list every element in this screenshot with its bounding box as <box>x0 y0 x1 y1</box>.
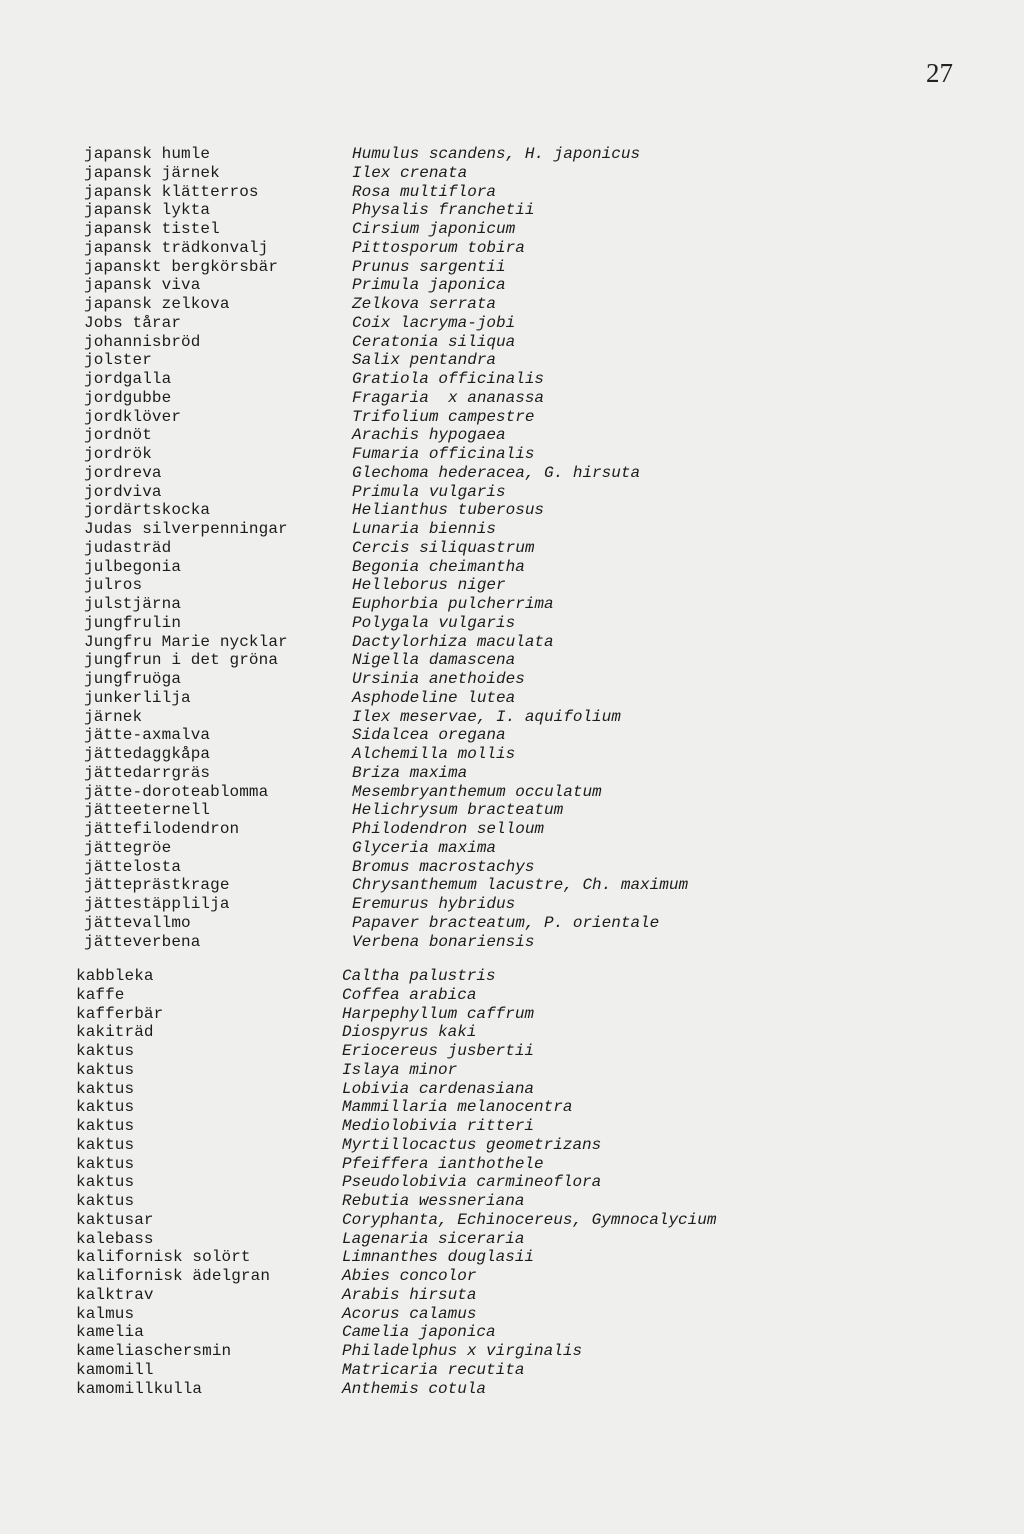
latin-name: Ursinia anethoides <box>352 670 525 688</box>
swedish-name: kaktus <box>76 1192 135 1210</box>
swedish-name: jungfrun i det gröna <box>84 651 279 670</box>
latin-name: Nigella damascena <box>352 651 516 670</box>
latin-name: Ilex meservae, I. aquifolium <box>352 707 621 726</box>
latin-name: Primula vulgaris <box>352 482 506 501</box>
swedish-name: jättedarrgräs <box>84 763 211 782</box>
latin-name: Islaya minor <box>342 1060 458 1079</box>
section-k <box>0 967 1024 1407</box>
latin-name: Primula japonica <box>352 276 506 295</box>
swedish-names-column <box>84 145 288 951</box>
swedish-name: kaktus <box>76 1135 135 1154</box>
latin-name: Fragaria x ananassa <box>352 388 545 407</box>
latin-name: Verbena bonariensis <box>352 932 535 951</box>
swedish-name: jättedaggkåpa <box>84 745 211 763</box>
swedish-name: järnek <box>84 707 143 726</box>
latin-name: Glechoma hederacea, G. hirsuta <box>352 463 641 482</box>
swedish-name: Jobs tårar <box>84 313 182 332</box>
swedish-name: japansk viva <box>84 276 201 295</box>
latin-name: Helianthus tuberosus <box>352 501 545 520</box>
swedish-name: jordreva <box>84 463 162 482</box>
swedish-name: japansk lykta <box>84 201 211 220</box>
latin-name: Coffea arabica <box>342 985 477 1004</box>
latin-name: Harpephyllum caffrum <box>342 1004 535 1023</box>
latin-name: Mesembryanthemum occulatum <box>352 782 602 801</box>
latin-name: Sidalcea oregana <box>352 726 506 745</box>
swedish-name: kalifornisk solört <box>76 1248 251 1267</box>
latin-name: Ilex crenata <box>352 163 468 182</box>
swedish-name: jungfrulin <box>84 613 182 632</box>
latin-name: Ceratonia siliqua <box>352 332 516 351</box>
latin-name: Zelkova serrata <box>352 295 497 313</box>
swedish-name: japansk tistel <box>84 220 220 238</box>
swedish-name: jordviva <box>84 482 162 501</box>
swedish-names-column <box>76 967 270 1398</box>
latin-name: Pseudolobivia carmineoflora <box>342 1173 602 1192</box>
latin-name: Alchemilla mollis <box>352 745 516 763</box>
latin-name: Eriocereus jusbertii <box>342 1042 535 1060</box>
latin-name: Philadelphus x virginalis <box>342 1342 583 1360</box>
latin-name: Acorus calamus <box>342 1304 477 1323</box>
latin-name: Polygala vulgaris <box>352 613 516 632</box>
swedish-name: jättelosta <box>84 857 182 876</box>
swedish-name: jordnöt <box>84 426 152 445</box>
latin-name: Coryphanta, Echinocereus, Gymnocalycium <box>342 1210 717 1229</box>
latin-name: Eremurus hybridus <box>352 895 516 913</box>
swedish-name: kamomill <box>76 1360 154 1379</box>
swedish-name: jättevallmo <box>84 913 191 932</box>
latin-names-column <box>342 967 716 1398</box>
swedish-name: jättegröe <box>84 838 172 857</box>
swedish-name: jätteprästkrage <box>84 876 230 895</box>
latin-name: Camelia japonica <box>342 1323 496 1342</box>
swedish-name: kaktus <box>76 1173 135 1192</box>
swedish-name: jättefilodendron <box>84 820 240 838</box>
latin-name: Myrtillocactus geometrizans <box>342 1135 602 1154</box>
swedish-name: japansk humle <box>84 145 211 163</box>
latin-name: Philodendron selloum <box>352 820 545 838</box>
swedish-name: kaktusar <box>76 1210 154 1229</box>
latin-name: Limnanthes douglasii <box>342 1248 535 1267</box>
latin-name: Glyceria maxima <box>352 838 497 857</box>
latin-name: Diospyrus kaki <box>342 1023 477 1042</box>
swedish-name: kamelia <box>76 1323 144 1342</box>
latin-name: Rosa multiflora <box>352 182 497 201</box>
latin-name: Lunaria biennis <box>352 520 497 538</box>
latin-name: Lagenaria siceraria <box>342 1229 525 1248</box>
latin-name: Matricaria recutita <box>342 1360 525 1379</box>
latin-name: Helichrysum bracteatum <box>352 801 564 820</box>
swedish-name: kaktus <box>76 1060 135 1079</box>
latin-name: Dactylorhiza maculata <box>352 632 554 651</box>
swedish-name: julstjärna <box>84 595 182 613</box>
swedish-name: jordrök <box>84 445 152 463</box>
swedish-name: Judas silverpenningar <box>84 520 288 538</box>
latin-name: Anthemis cotula <box>342 1379 487 1398</box>
swedish-name: kalebass <box>76 1229 154 1248</box>
latin-name: Euphorbia pulcherrima <box>352 595 554 613</box>
swedish-name: julbegonia <box>84 557 182 576</box>
latin-name: Arachis hypogaea <box>352 426 506 445</box>
latin-name: Fumaria officinalis <box>352 445 535 463</box>
swedish-name: kaktus <box>76 1098 135 1117</box>
latin-name: Papaver bracteatum, P. orientale <box>352 913 660 932</box>
swedish-name: kakiträd <box>76 1023 154 1042</box>
latin-name: Cirsium japonicum <box>352 220 516 238</box>
swedish-name: jätte-doroteablomma <box>84 782 269 801</box>
latin-name: Abies concolor <box>342 1267 477 1285</box>
swedish-name: japansk trädkonvalj <box>84 238 269 257</box>
swedish-name: jolster <box>84 351 152 370</box>
swedish-name: jätteverbena <box>84 932 201 951</box>
swedish-name: japanskt bergkörsbär <box>84 257 279 276</box>
swedish-name: judasträd <box>84 538 172 557</box>
latin-name: Caltha palustris <box>342 967 496 985</box>
latin-name: Salix pentandra <box>352 351 497 370</box>
latin-name: Humulus scandens, H. japonicus <box>352 145 641 163</box>
swedish-name: kamomillkulla <box>76 1379 203 1398</box>
swedish-name: jordärtskocka <box>84 501 211 520</box>
swedish-name: kaktus <box>76 1117 135 1135</box>
page-number: 27 <box>926 58 953 88</box>
swedish-name: japansk zelkova <box>84 295 230 313</box>
swedish-name: jungfruöga <box>84 670 182 688</box>
swedish-name: julros <box>84 576 143 595</box>
swedish-name: johannisbröd <box>84 332 201 351</box>
latin-name: Physalis franchetii <box>352 201 535 220</box>
swedish-name: kaktus <box>76 1042 135 1060</box>
swedish-name: kaktus <box>76 1154 135 1173</box>
latin-name: Begonia cheimantha <box>352 557 525 576</box>
latin-name: Helleborus niger <box>352 576 506 595</box>
section-j <box>0 145 1024 955</box>
latin-name: Trifolium campestre <box>352 407 535 426</box>
swedish-name: japansk järnek <box>84 163 220 182</box>
latin-name: Chrysanthemum lacustre, Ch. maximum <box>352 876 689 895</box>
swedish-name: kafferbär <box>76 1004 164 1023</box>
latin-name: Cercis siliquastrum <box>352 538 535 557</box>
latin-name: Lobivia cardenasiana <box>342 1079 535 1098</box>
swedish-name: jordgubbe <box>84 388 172 407</box>
swedish-name: jordklöver <box>84 407 182 426</box>
swedish-name: junkerlilja <box>84 688 191 707</box>
latin-name: Arabis hirsuta <box>342 1285 477 1304</box>
latin-name: Mammillaria melanocentra <box>342 1098 573 1117</box>
latin-name: Pfeiffera ianthothele <box>342 1154 544 1173</box>
latin-name: Gratiola officinalis <box>352 370 545 388</box>
latin-name: Asphodeline lutea <box>352 688 516 707</box>
swedish-name: kalifornisk ädelgran <box>76 1267 271 1285</box>
latin-name: Prunus sargentii <box>352 257 506 276</box>
latin-names-column <box>352 145 688 951</box>
latin-name: Briza maxima <box>352 763 468 782</box>
swedish-name: japansk klätterros <box>84 182 259 201</box>
swedish-name: kabbleka <box>76 967 154 985</box>
swedish-name: jordgalla <box>84 370 172 388</box>
latin-name: Coix lacryma-jobi <box>352 313 516 332</box>
swedish-name: kaffe <box>76 985 125 1004</box>
swedish-name: kalktrav <box>76 1285 154 1304</box>
swedish-name: jättestäpplilja <box>84 895 230 913</box>
latin-name: Pittosporum tobira <box>352 238 525 257</box>
swedish-name: kameliaschersmin <box>76 1342 232 1360</box>
latin-name: Rebutia wessneriana <box>342 1192 525 1210</box>
latin-name: Bromus macrostachys <box>352 857 535 876</box>
swedish-name: jätteeternell <box>84 801 211 820</box>
latin-name: Mediolobivia ritteri <box>342 1117 535 1135</box>
swedish-name: jätte-axmalva <box>84 726 211 745</box>
swedish-name: kalmus <box>76 1304 135 1323</box>
swedish-name: kaktus <box>76 1079 135 1098</box>
swedish-name: Jungfru Marie nycklar <box>84 632 288 651</box>
